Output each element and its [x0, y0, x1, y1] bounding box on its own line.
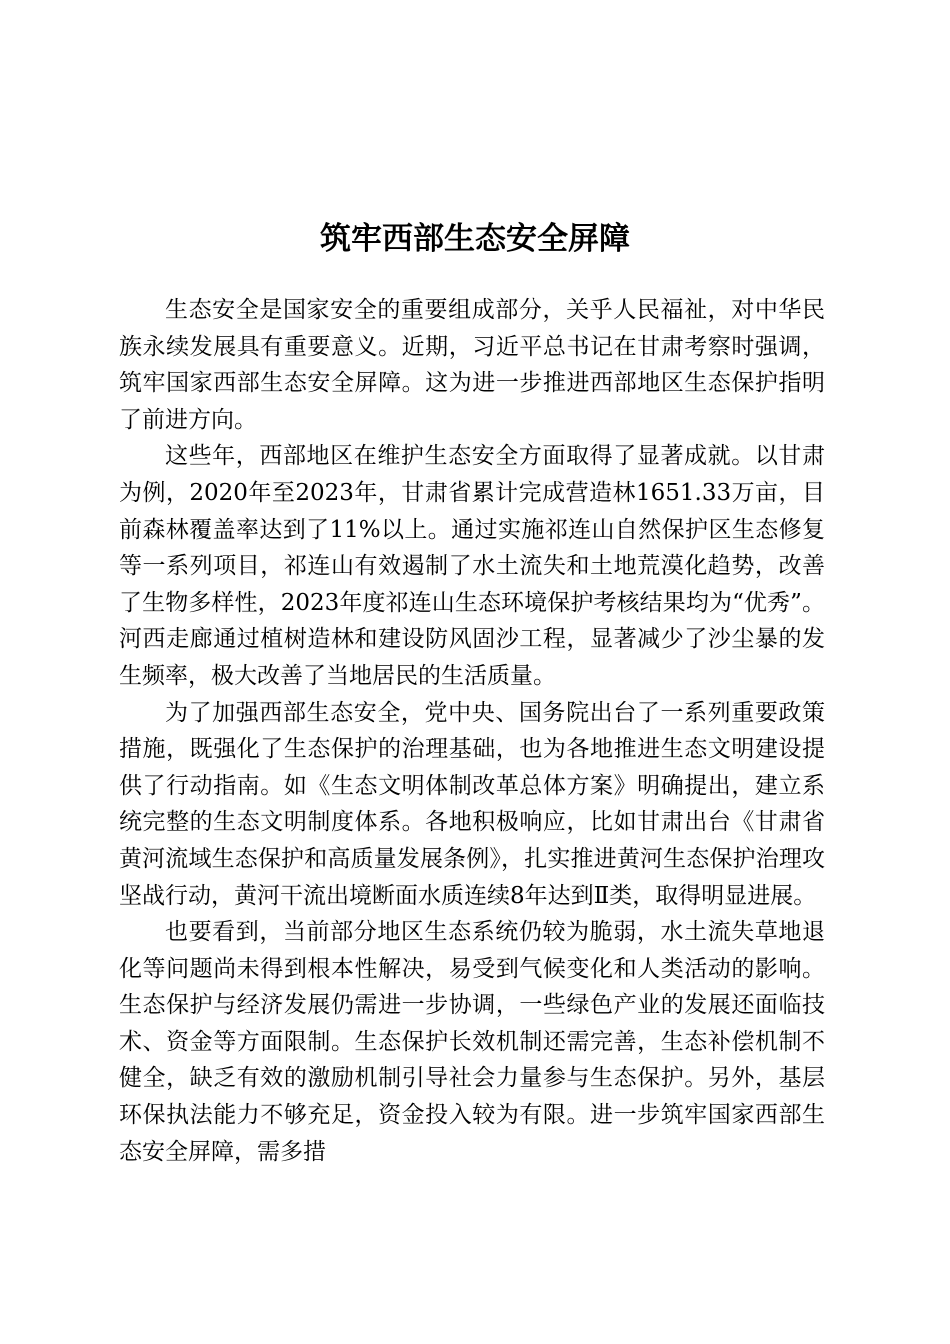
document-title: 筑牢西部生态安全屏障: [320, 220, 630, 257]
paragraph-3: 为了加强西部生态安全，党中央、国务院出台了一系列重要政策措施，既强化了生态保护的治理基础，也为各地推进生态文明建设提供了行动指南。如《生态文明体制改革总体方案》明确提出，建立系统完整的生态文明制度体系。各地积极响应，比如甘肃出台《甘肃省黄河流域生态保护和高质量发展条例》，扎实推进黄河生态保护治理攻坚战行动，黄河干流出境断面水质连续8年达到Ⅱ类，取得明显进展。: [119, 699, 825, 909]
document-body: [119, 292, 825, 1170]
paragraph-2: 这些年，西部地区在维护生态安全方面取得了显著成就。以甘肃为例，2020年至2023年，甘肃省累计完成营造林1651.33万亩，目前森林覆盖率达到了11%以上。通过实施祁连山自然保护区生态修复等一系列项目，祁连山有效遏制了水土流失和土地荒漠化趋势，改善了生物多样性，2023年度祁连山生态环境保护考核结果均为“优秀”。河西走廊通过植树造林和建设防风固沙工程，显著减少了沙尘暴的发生频率，极大改善了当地居民的生活质量。: [119, 443, 825, 689]
paragraph-1: 生态安全是国家安全的重要组成部分，关乎人民福祉，对中华民族永续发展具有重要意义。近期，习近平总书记在甘肃考察时强调，筑牢国家西部生态安全屏障。这为进一步推进西部地区生态保护指明了前进方向。: [119, 297, 825, 433]
paragraph-4: 也要看到，当前部分地区生态系统仍较为脆弱，水土流失草地退化等问题尚未得到根本性解决，易受到气候变化和人类活动的影响。生态保护与经济发展仍需进一步协调，一些绿色产业的发展还面临技术、资金等方面限制。生态保护长效机制还需完善，生态补偿机制不健全，缺乏有效的激励机制引导社会力量参与生态保护。另外，基层环保执法能力不够充足，资金投入较为有限。进一步筑牢国家西部生态安全屏障，需多措: [119, 919, 825, 1165]
